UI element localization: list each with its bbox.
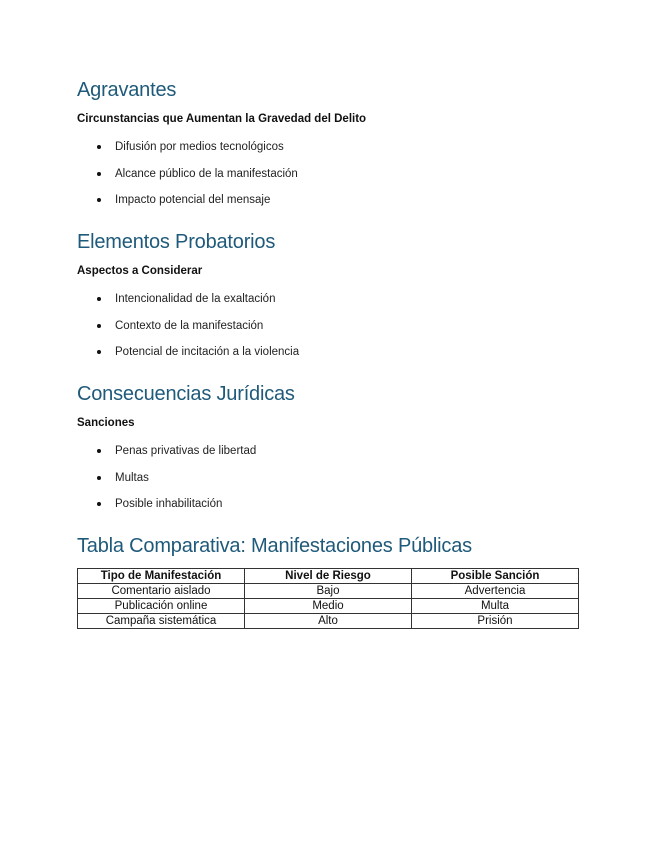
section-heading-elementos-probatorios: Elementos Probatorios — [77, 231, 276, 253]
list-item: Alcance público de la manifestación — [77, 167, 298, 194]
bullet-list — [77, 140, 298, 220]
table-cell: Prisión — [412, 614, 579, 629]
table-cell: Campaña sistemática — [78, 614, 245, 629]
list-item: Potencial de incitación a la violencia — [77, 345, 299, 372]
list-item: Contexto de la manifestación — [77, 319, 299, 346]
section-subheading: Sanciones — [77, 417, 135, 429]
section-subheading: Circunstancias que Aumentan la Gravedad del Delito — [77, 113, 367, 125]
column-header: Posible Sanción — [412, 569, 579, 584]
table-cell: Comentario aislado — [78, 584, 245, 599]
table-row — [78, 584, 579, 599]
table-cell: Bajo — [245, 584, 412, 599]
list-item: Impacto potencial del mensaje — [77, 193, 298, 220]
table-cell: Advertencia — [412, 584, 579, 599]
column-header: Tipo de Manifestación — [78, 569, 245, 584]
table-heading: Tabla Comparativa: Manifestaciones Públicas — [77, 535, 472, 557]
bullet-list — [77, 292, 299, 372]
comparison-table — [77, 568, 579, 629]
section-heading-agravantes: Agravantes — [77, 79, 177, 101]
table-cell: Medio — [245, 599, 412, 614]
column-header: Nivel de Riesgo — [245, 569, 412, 584]
table-cell: Alto — [245, 614, 412, 629]
list-item: Penas privativas de libertad — [77, 444, 256, 471]
list-item: Multas — [77, 471, 256, 498]
list-item: Difusión por medios tecnológicos — [77, 140, 298, 167]
table-cell: Multa — [412, 599, 579, 614]
list-item: Posible inhabilitación — [77, 497, 256, 524]
list-item: Intencionalidad de la exaltación — [77, 292, 299, 319]
section-heading-consecuencias-juridicas: Consecuencias Jurídicas — [77, 383, 295, 405]
table-cell: Publicación online — [78, 599, 245, 614]
bullet-list — [77, 444, 256, 524]
table-row — [78, 599, 579, 614]
section-subheading: Aspectos a Considerar — [77, 265, 203, 277]
table-row — [78, 614, 579, 629]
table-header-row — [78, 569, 579, 584]
